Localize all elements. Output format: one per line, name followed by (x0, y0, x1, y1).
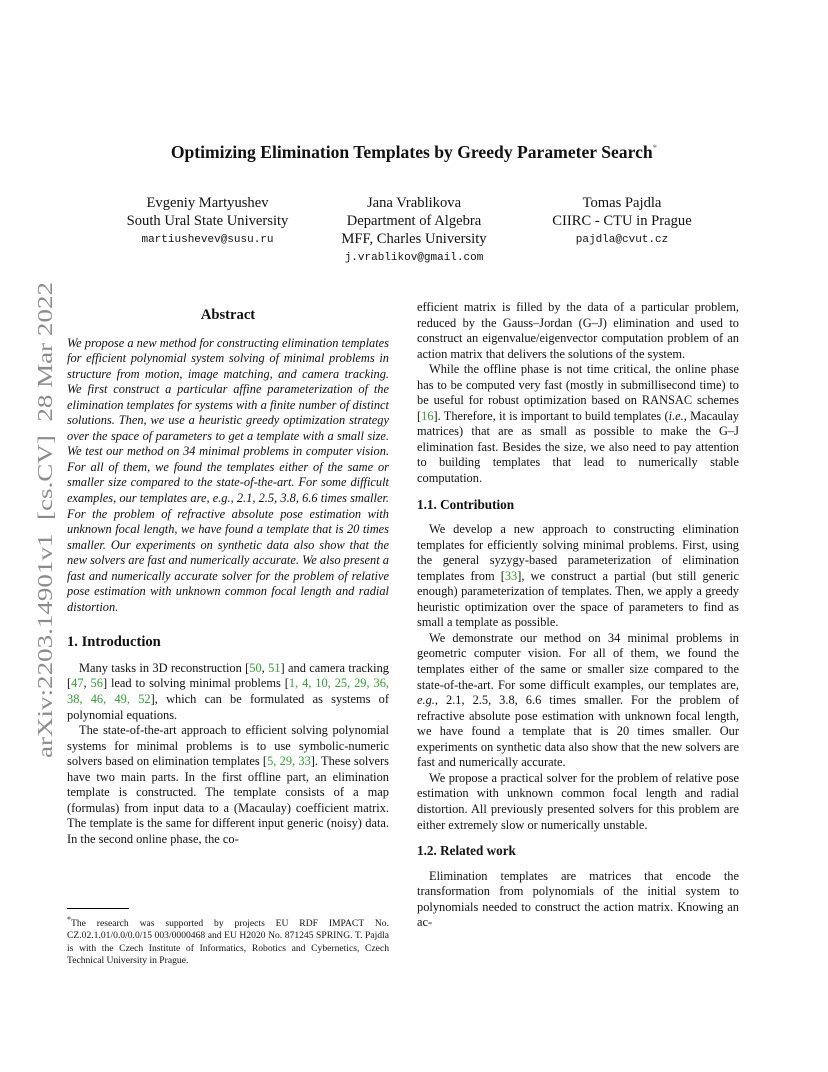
citation-link[interactable]: 50 (249, 660, 262, 675)
author-block (318, 194, 510, 268)
left-column (67, 300, 389, 848)
author-affiliation: MFF, Charles University (341, 231, 487, 247)
citation-link[interactable]: 5, 29, 33 (267, 754, 311, 769)
arxiv-id: arXiv:2203.14901v1 [cs.CV] 28 Mar 2022 (33, 379, 57, 758)
section-heading-introduction: 1. Introduction (67, 634, 161, 651)
abstract-text: We propose a new method for constructing elimination templates for efficient polynomial system solving of minimal problems in structure from motion, image matching, and camera tracking. We first construct a particular affine parameterization of the elimination templates for systems with a finite number of distinct solutions. Then, we use a heuristic greedy optimization strategy over the space of parameters to get a template with a small size. We test our method on 34 minimal problems in computer vision. For all of them, we found the templates either of the same or smaller size compared to the state-of-the-art. For some difficult examples, our templates are, e.g., 2.1, 2.5, 3.8, 6.6 times smaller. For the problem of refractive absolute pose estimation with unknown focal length, we have found a template that is 20 times smaller. Our experiments on synthetic data also show that the new solvers are fast and numerically accurate. We also present a fast and numerically accurate solver for the problem of relative pose estimation with unknown common focal length and radial distortion. (67, 335, 389, 614)
paragraph: The state-of-the-art approach to efficient solving polynomial systems for minimal problems is to use symbolic-numeric solvers based on elimination templates [5, 29, 33]. These solvers have two main parts. In the first offline part, an elimination template is constructed. The template consists of a map (formulas) from input data to a (Macaulay) coefficient matrix. The template is the same for different input generic (noisy) data. In the second online phase, the co- (67, 723, 389, 846)
author-name: Evgeniy Martyushev (146, 195, 269, 211)
paper-title (0, 142, 828, 163)
citation-link[interactable]: 16 (421, 408, 434, 423)
right-column (417, 300, 739, 931)
title-footnote-mark: * (652, 143, 658, 154)
footnote-text: *The research was supported by projects EU RDF IMPACT No. CZ.02.1.01/0.0/0.0/15 003/0000468 and EU H2020 No. 871245 SPRING. T. Pajdla is with the Czech Institute of Informatics, Robotics and Cybernetics, Czech Technical University in Prague. (67, 915, 389, 967)
footnote-rule (67, 908, 129, 909)
paragraph: efficient matrix is filled by the data of a particular problem, reduced by the Gauss–Jordan (G–J) elimination and used to construct an eigenvalue/eigenvector computation problem of an action matrix that delivers the solutions of the system. (417, 300, 739, 361)
paragraph: Many tasks in 3D reconstruction [50, 51] and camera tracking [47, 56] lead to solving minimal problems [1, 4, 10, 25, 29, 36, 38, 46, 49, 52], which can be formulated as systems of polynomial equations. (67, 660, 389, 722)
arxiv-stamp (22, 280, 62, 760)
footnote (67, 908, 389, 967)
citation-link[interactable]: 51 (268, 660, 281, 675)
subsection-heading-contribution: 1.1. Contribution (417, 496, 515, 512)
subsection-heading-related-work: 1.2. Related work (417, 843, 516, 859)
author-affiliation: South Ural State University (126, 213, 289, 229)
author-name: Jana Vrablikova (366, 195, 462, 211)
author-email[interactable]: martiushevev@susu.ru (141, 234, 274, 246)
citation-link[interactable]: 1, 4, 10, 25, 29, 36, 38, 46, 49, 52 (67, 676, 389, 707)
author-block (518, 194, 726, 250)
citation-link[interactable]: 33 (504, 568, 518, 583)
paragraph: We demonstrate our method on 34 minimal problems in geometric computer vision. For all of them, we found the templates either of the same or smaller size compared to the state-of-the-art. For some difficult examples, our templates are, e.g., 2.1, 2.5, 3.8, 6.6 times smaller. For the problem of refractive absolute pose estimation with unknown focal length, we have found a template that is 20 times smaller. Our experiments on synthetic data also show that the new solvers are fast and numerically accurate. (417, 630, 739, 770)
citation-link[interactable]: 47 (71, 676, 84, 691)
paragraph: While the offline phase is not time critical, the online phase has to be computed very fast (mostly in submillisecond time) to be useful for robust optimization based on RANSAC schemes [16]. Therefore, it is important to build templates (i.e., Macaulay matrices) that are as small as possible to make the G–J elimination fast. Besides the size, we also need to pay attention to building templates that lead to numerically stable computation. (417, 362, 739, 486)
paragraph: We propose a practical solver for the problem of relative pose estimation with unknown common focal length and radial distortion. All previously presented solvers for this problem are either extremely slow or numerically unstable. (417, 770, 739, 832)
author-email[interactable]: j.vrablikov@gmail.com (344, 252, 484, 264)
paragraph: We develop a new approach to constructing elimination templates for efficiently solving minimal problems. First, using the general syzygy-based parameterization of elimination templates from [33], we construct a partial (but still generic enough) parameterization of templates. Then, we apply a greedy heuristic optimization over the space of parameters to find as small a template as possible. (417, 522, 739, 630)
author-block (100, 194, 315, 250)
author-name: Tomas Pajdla (582, 195, 662, 211)
abstract-heading: Abstract (200, 307, 256, 323)
title-text: Optimizing Elimination Templates by Greedy Parameter Search (170, 142, 653, 162)
author-affiliation: Department of Algebra (346, 213, 482, 229)
author-email[interactable]: pajdla@cvut.cz (575, 234, 669, 246)
citation-link[interactable]: 56 (90, 676, 103, 691)
author-affiliation: CIIRC - CTU in Prague (552, 213, 692, 229)
paragraph: Elimination templates are matrices that encode the transformation from polynomials of the initial system to polynomials needed to construct the action matrix. Knowing an ac- (417, 868, 739, 930)
